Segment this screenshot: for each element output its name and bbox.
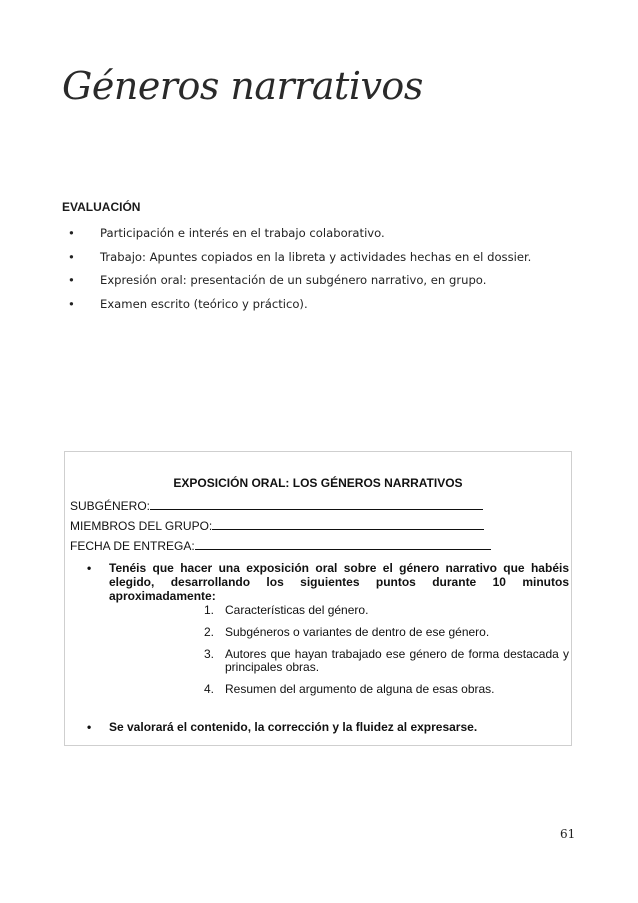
page-title: Géneros narrativos <box>62 64 423 108</box>
bullet-icon: • <box>87 561 92 575</box>
bullet-icon: • <box>68 296 75 311</box>
group-members-field <box>70 519 484 533</box>
evaluation-item-text: Participación e interés en el trabajo colaborativo. <box>100 226 385 240</box>
list-item <box>204 648 569 674</box>
point-number: 1. <box>204 603 215 617</box>
list-item <box>66 269 531 293</box>
bullet-icon: • <box>68 273 75 287</box>
list-item <box>204 604 569 617</box>
due-date-blank-line[interactable] <box>195 539 491 550</box>
list-item <box>66 293 531 317</box>
due-date-field <box>70 539 491 553</box>
point-text: Autores que hayan trabajado ese género de forma destacada y principales obras. <box>225 647 569 674</box>
subgenre-label: SUBGÉNERO: <box>70 499 151 513</box>
bullet-icon: • <box>68 249 75 264</box>
point-text: Resumen del argumento de alguna de esas obras. <box>225 682 495 696</box>
group-members-blank-line[interactable] <box>212 519 484 530</box>
point-text: Subgéneros o variantes de dentro de ese género. <box>225 625 490 639</box>
evaluation-list <box>66 222 531 316</box>
point-number: 3. <box>204 647 215 661</box>
point-number: 4. <box>204 682 215 696</box>
bullet-icon: • <box>87 720 92 734</box>
bullet-icon: • <box>68 226 75 240</box>
evaluation-item-text: Trabajo: Apuntes copiados en la libreta y actividades hechas en el dossier. <box>100 249 532 264</box>
page-number: 61 <box>560 827 576 841</box>
evaluation-item-text: Examen escrito (teórico y práctico). <box>100 296 308 311</box>
list-item <box>66 222 531 246</box>
points-list <box>204 604 569 705</box>
group-members-label: MIEMBROS DEL GRUPO: <box>70 519 213 533</box>
list-item <box>204 626 569 639</box>
evaluation-heading: EVALUACIÓN <box>62 200 141 214</box>
closing-text: Se valorará el contenido, la corrección y la fluidez al expresarse. <box>109 720 478 734</box>
instruction-text: Tenéis que hacer una exposición oral sobre el género narrativo que habéis elegido, desarrollando los siguientes puntos durante 10 minutos aproximadamente: <box>109 561 569 603</box>
box-title: EXPOSICIÓN ORAL: LOS GÉNEROS NARRATIVOS <box>173 476 463 490</box>
evaluation-item-text: Expresión oral: presentación de un subgénero narrativo, en grupo. <box>100 273 487 287</box>
point-text: Características del género. <box>225 603 369 617</box>
oral-presentation-box <box>64 451 572 746</box>
subgenre-field <box>70 499 483 513</box>
subgenre-blank-line[interactable] <box>150 499 483 510</box>
list-item <box>66 246 531 270</box>
list-item <box>204 683 569 696</box>
point-number: 2. <box>204 625 215 639</box>
due-date-label: FECHA DE ENTREGA: <box>70 539 195 553</box>
